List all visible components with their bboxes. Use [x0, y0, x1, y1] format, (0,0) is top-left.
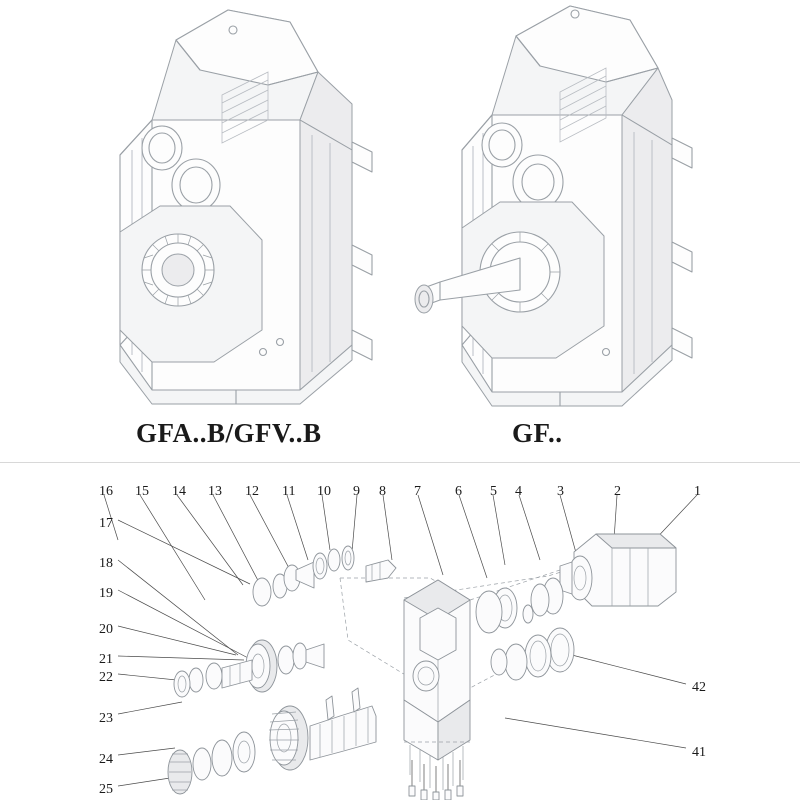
caption-left: GFA..B/GFV..B: [136, 418, 322, 448]
callout-top-3: 3: [557, 484, 564, 499]
callout-left-23: 23: [99, 711, 113, 726]
callout-top-7: 7: [414, 484, 421, 499]
callout-top-16: 16: [99, 484, 113, 499]
gearbox-right-view: [415, 6, 692, 406]
exploded-gear-lower: [168, 688, 376, 794]
callout-right-42: 42: [692, 680, 706, 695]
callout-left-19: 19: [99, 586, 113, 601]
callout-left-22: 22: [99, 670, 113, 685]
callout-left-24: 24: [99, 752, 113, 767]
exploded-ring-stack: [476, 578, 574, 680]
callout-left-20: 20: [99, 622, 113, 637]
callout-top-10: 10: [317, 484, 331, 499]
callout-top-12: 12: [245, 484, 259, 499]
callout-top-8: 8: [379, 484, 386, 499]
callout-top-13: 13: [208, 484, 222, 499]
callout-left-21: 21: [99, 652, 113, 667]
exploded-assembly: [104, 495, 697, 800]
callout-top-2: 2: [614, 484, 621, 499]
callout-top-15: 15: [135, 484, 149, 499]
callout-top-5: 5: [490, 484, 497, 499]
callout-top-6: 6: [455, 484, 462, 499]
exploded-gear-mid: [174, 640, 324, 697]
callout-left-17: 17: [99, 516, 113, 531]
caption-right: GF..: [512, 418, 563, 448]
gearbox-left-view: [120, 10, 372, 404]
callout-left-25: 25: [99, 782, 113, 797]
callout-top-4: 4: [515, 484, 522, 499]
section-divider: [0, 462, 800, 463]
exploded-shaft-upper: [253, 546, 396, 606]
exploded-motor-adapter: [560, 534, 676, 606]
callout-top-9: 9: [353, 484, 360, 499]
callout-top-1: 1: [694, 484, 701, 499]
callout-left-18: 18: [99, 556, 113, 571]
callout-top-14: 14: [172, 484, 186, 499]
callout-right-41: 41: [692, 745, 706, 760]
exploded-housing: [404, 580, 470, 790]
callout-top-11: 11: [282, 484, 296, 499]
